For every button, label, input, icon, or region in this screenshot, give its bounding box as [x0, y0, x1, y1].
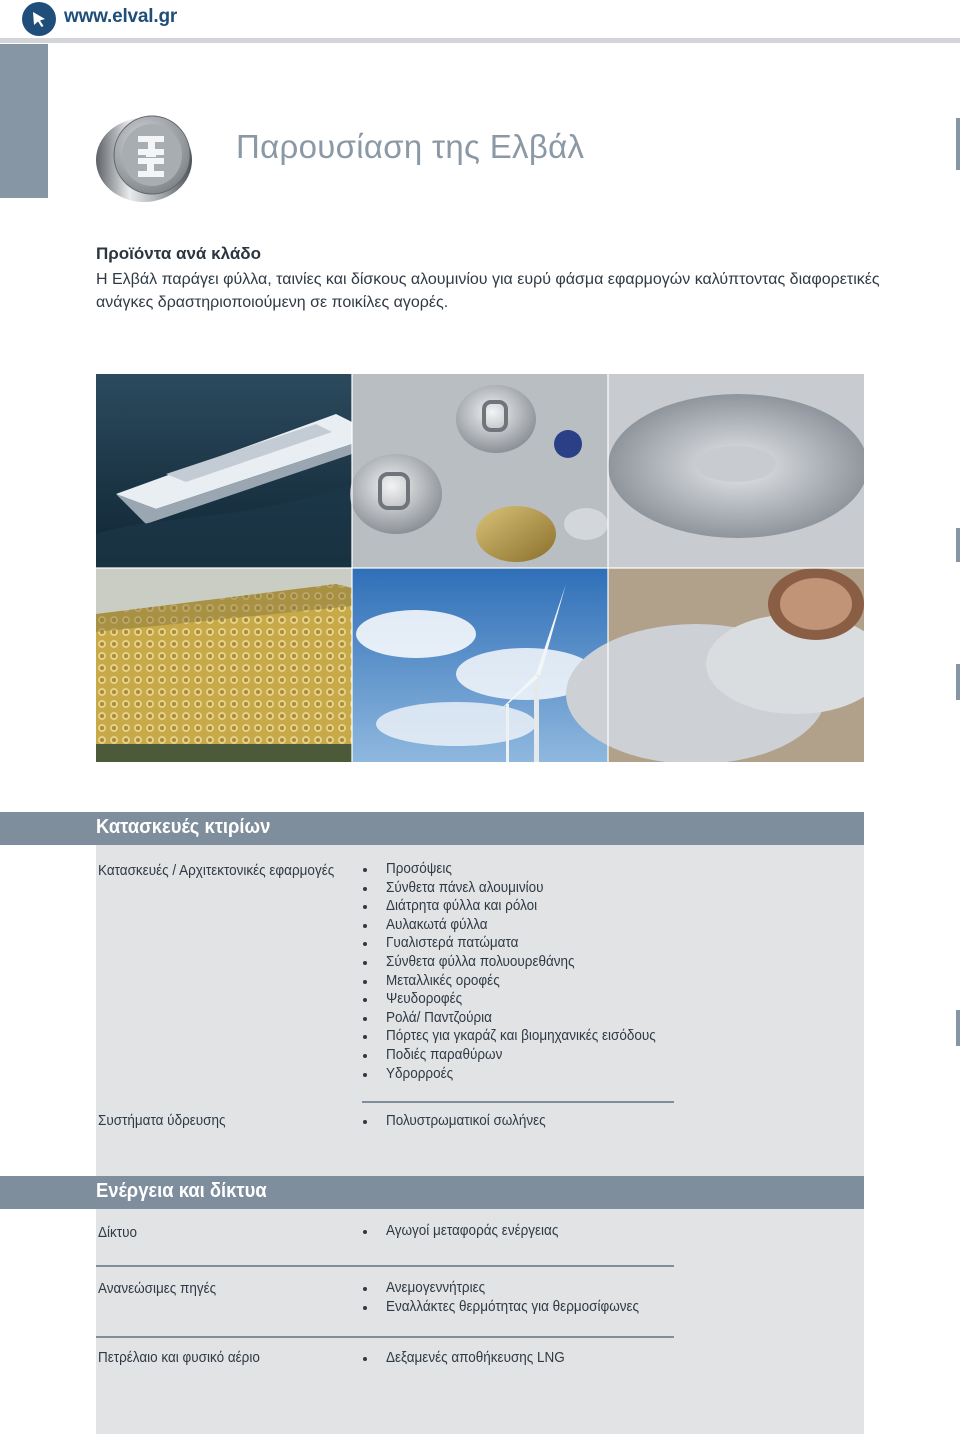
list-item: Αυλακωτά φύλλα	[362, 916, 686, 935]
wind-turbine-photo	[352, 568, 608, 762]
building-facade-photo	[96, 568, 352, 762]
page-title: Παρουσίαση της Ελβάλ	[236, 128, 585, 165]
section-title: Ενέργεια και δίκτυα	[96, 1180, 267, 1202]
aluminium-disc-photo	[608, 374, 864, 568]
list-item: Υδρορροές	[362, 1065, 686, 1084]
list-item: Σύνθετα πάνελ αλουμινίου	[362, 879, 686, 898]
list-item: Σύνθετα φύλλα πολυουρεθάνης	[362, 953, 686, 972]
right-edge-marker	[956, 664, 960, 700]
list-item: Ψευδοροφές	[362, 990, 686, 1009]
list-item: Διάτρητα φύλλα και ρόλοι	[362, 897, 686, 916]
cursor-arrow-icon[interactable]	[22, 2, 56, 36]
category-label: Κατασκευές / Αρχιτεκτονικές εφαρμογές	[98, 862, 335, 879]
category-label: Δίκτυο	[98, 1224, 137, 1241]
section-title: Κατασκευές κτιρίων	[96, 816, 271, 838]
left-edge-tab	[0, 44, 48, 198]
row-divider	[362, 1101, 674, 1103]
elval-logo-icon	[94, 106, 200, 204]
list-item: Ποδιές παραθύρων	[362, 1046, 686, 1065]
application-list	[362, 1222, 578, 1241]
list-item: Προσόψεις	[362, 860, 686, 879]
list-item: Ανεμογεννήτριες	[362, 1279, 667, 1298]
category-label: Πετρέλαιο και φυσικό αέριο	[98, 1349, 260, 1366]
intro-paragraph: Η Ελβάλ παράγει φύλλα, ταινίες και δίσκους αλουμινίου για ευρύ φάσμα εφαρμογών καλύπτοντας διαφορετικές ανάγκες δραστηριοποιούμενη σε ποικίλες αγορές.	[96, 271, 880, 311]
list-item: Αγωγοί μεταφοράς ενέργειας	[362, 1222, 578, 1241]
section-heading: Προϊόντα ανά κλάδο	[96, 244, 261, 263]
application-list	[362, 1112, 563, 1131]
application-list	[362, 1279, 667, 1316]
list-item: Πόρτες για γκαράζ και βιομηχανικές εισόδους	[362, 1027, 686, 1046]
application-list	[362, 860, 686, 1083]
product-photo-collage	[96, 374, 864, 762]
list-item: Γυαλιστερά πατώματα	[362, 934, 686, 953]
yacht-photo	[96, 374, 352, 568]
list-item: Εναλλάκτες θερμότητας για θερμοσίφωνες	[362, 1298, 667, 1317]
site-url-link[interactable]: www.elval.gr	[64, 6, 178, 27]
aluminium-circles-photo	[566, 568, 864, 762]
row-divider	[96, 1336, 674, 1338]
list-item: Πολυστρωματικοί σωλήνες	[362, 1112, 563, 1131]
right-edge-marker	[956, 118, 960, 170]
row-divider	[96, 1265, 674, 1267]
list-item: Ρολά/ Παντζούρια	[362, 1009, 686, 1028]
right-edge-marker	[956, 1010, 960, 1046]
right-edge-marker	[956, 528, 960, 562]
list-item: Μεταλλικές οροφές	[362, 972, 686, 991]
top-bar	[0, 0, 960, 40]
category-label: Ανανεώσιμες πηγές	[98, 1280, 217, 1297]
category-label: Συστήματα ύδρευσης	[98, 1112, 226, 1129]
application-list	[362, 1349, 585, 1368]
header-divider	[0, 38, 960, 43]
beverage-cans-photo	[350, 374, 608, 568]
list-item: Δεξαμενές αποθήκευσης LNG	[362, 1349, 585, 1368]
